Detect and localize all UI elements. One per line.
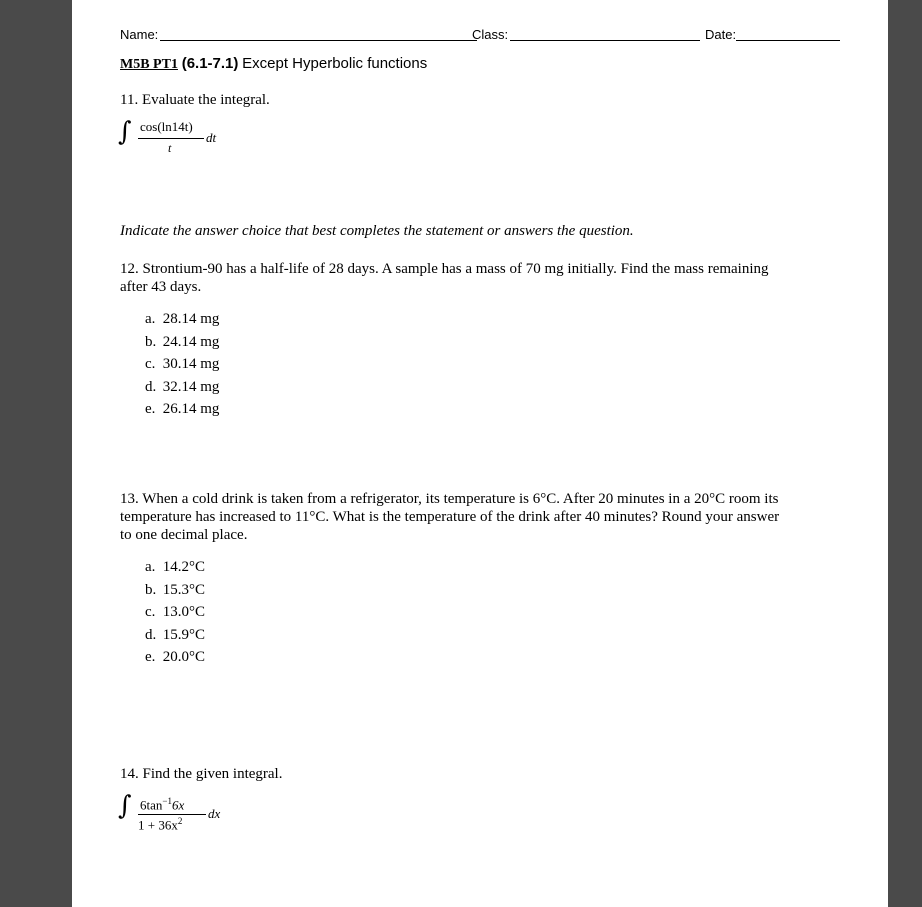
q11-fraction-bar <box>138 138 204 139</box>
q11-integral <box>118 117 278 162</box>
q12-choices <box>145 311 219 424</box>
q12-choice-a[interactable]: a. 28.14 mg <box>145 311 220 327</box>
q14-denominator: $1 + 36x^2$ <box>138 816 183 833</box>
date-field-line[interactable] <box>736 40 840 41</box>
class-label: Class: <box>472 27 509 42</box>
q11-numerator: cos(ln14t) <box>140 119 193 134</box>
q14-fraction-bar <box>138 814 206 815</box>
q13-choice-e[interactable]: e. 20.0°C <box>145 649 206 665</box>
title-code: M5B PT1 <box>120 57 178 72</box>
q13-choice-d[interactable]: d. 15.9°C <box>145 626 206 643</box>
q11-text: 11. Evaluate the integral. <box>120 92 270 108</box>
q13-line-1: 13. When a cold drink is taken from a refrigerator, its temperature is 6°C. After 20 minutes in a 20°C room its <box>120 491 779 507</box>
q14-differential: dx <box>208 806 221 821</box>
name-label: Name: <box>120 27 159 42</box>
q13-choice-a[interactable]: a. 14.2°C <box>145 559 206 575</box>
name-field-line[interactable] <box>160 40 477 41</box>
q12-choice-b[interactable]: b. 24.14 mg <box>145 333 220 350</box>
q13-choices <box>145 559 205 672</box>
q12-choice-c[interactable]: c. 30.14 mg <box>145 356 220 372</box>
title-rest: Except Hyperbolic functions <box>242 55 428 72</box>
q13-choice-c[interactable]: c. 13.0°C <box>145 604 206 620</box>
page-title <box>120 55 427 73</box>
q13-choice-b[interactable]: b. 15.3°C <box>145 581 206 598</box>
title-range: (6.1-7.1) <box>181 55 239 72</box>
document-page <box>72 0 888 907</box>
q14-text: 14. Find the given integral. <box>120 766 283 782</box>
q11-integral-sign: ∫ <box>118 117 132 147</box>
q14-numerator: $6\tan^{-1}6x$ <box>140 796 185 813</box>
q12-stem <box>120 260 840 296</box>
instruction-text: Indicate the answer choice that best completes the statement or answers the question. <box>120 223 634 239</box>
q14-integral <box>118 789 278 839</box>
q12-line-2: after 43 days. <box>120 279 202 295</box>
q13-stem <box>120 490 850 544</box>
class-field-line[interactable] <box>510 40 700 41</box>
q13-line-3: to one decimal place. <box>120 527 248 543</box>
q12-choice-d[interactable]: d. 32.14 mg <box>145 378 220 395</box>
q13-line-2: temperature has increased to 11°C. What is the temperature of the drink after 40 minutes? Round your answer <box>120 509 780 525</box>
q12-line-1: 12. Strontium-90 has a half-life of 28 days. A sample has a mass of 70 mg initially. Find the mass remaining <box>120 261 769 277</box>
q11-differential: dt <box>206 130 217 145</box>
q14-integral-sign: ∫ <box>118 791 132 821</box>
q12-choice-e[interactable]: e. 26.14 mg <box>145 401 220 417</box>
q11-denominator: t <box>168 141 172 155</box>
date-label: Date: <box>705 27 737 42</box>
